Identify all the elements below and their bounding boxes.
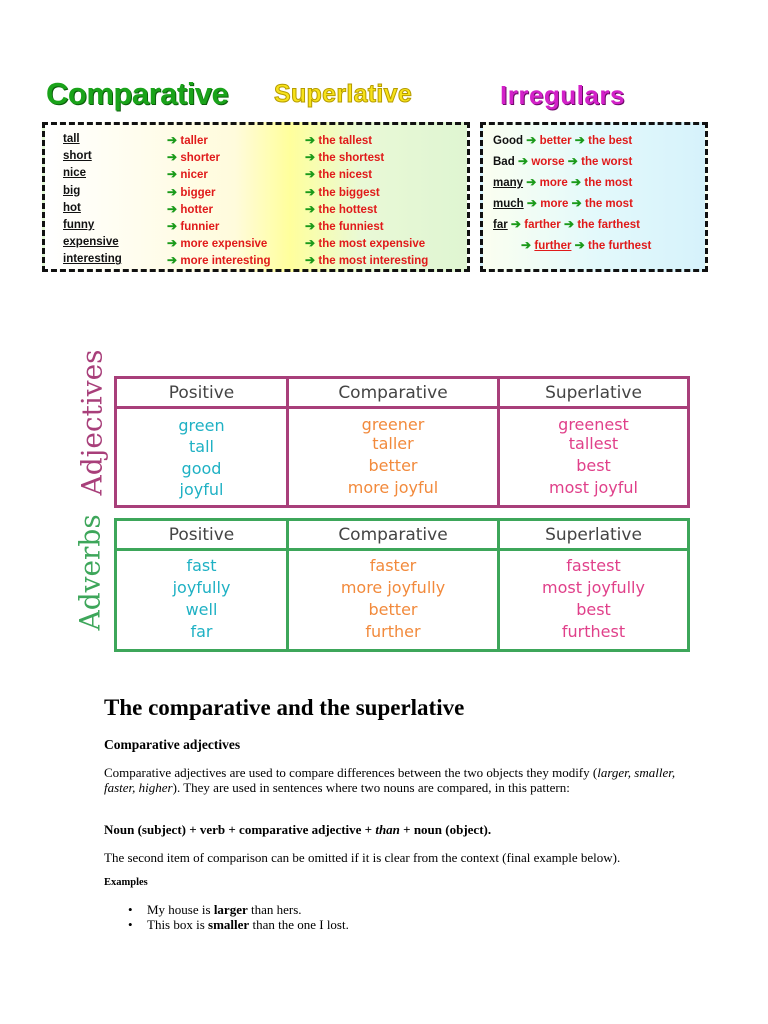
superlative-text: the tallest (318, 135, 373, 147)
arrow-right-icon: ➔ (305, 219, 319, 233)
poster-title-comparative: Comparative (46, 76, 229, 111)
irregular-comparative: farther (524, 219, 561, 231)
comparative-text: taller (180, 135, 208, 147)
adverbs-side-label: Adverbs (73, 514, 107, 631)
superlative-form (305, 133, 372, 147)
regular-form-row (45, 253, 467, 270)
comparative-form (167, 219, 219, 233)
regular-forms-box (42, 122, 470, 272)
adjectives-table (114, 376, 690, 508)
column-header: Superlative (545, 525, 642, 545)
arrow-right-icon: ➔ (167, 219, 181, 233)
arrow-right-icon: ➔ (517, 154, 532, 168)
positive-form: hot (63, 201, 81, 214)
irregular-comparative: more (539, 177, 568, 189)
superlative-text: the nicest (318, 169, 373, 182)
table-cell: good (181, 459, 222, 478)
regular-form-row (45, 133, 467, 150)
irregular-base: many (493, 177, 524, 189)
table-cell: joyfully (172, 578, 231, 597)
example-text: than the one I lost. (249, 917, 349, 932)
superlative-form (305, 167, 372, 181)
adverbs-table (114, 518, 690, 652)
column-header: Superlative (545, 383, 642, 403)
column-header: Positive (168, 525, 235, 545)
table-cell: greener (361, 415, 425, 434)
arrow-right-icon: ➔ (570, 175, 585, 189)
arrow-right-icon: ➔ (167, 236, 181, 251)
example-adjectives: larger, smaller, faster, higher (104, 765, 676, 795)
list-item (104, 902, 349, 917)
arrow-right-icon: ➔ (567, 154, 582, 168)
regular-form-row (45, 167, 467, 184)
comparative-form (167, 253, 271, 267)
arrow-right-icon: ➔ (305, 150, 319, 165)
table-cell: tallest (568, 434, 619, 453)
positive-form: expensive (63, 236, 119, 249)
irregular-form-row (493, 217, 640, 235)
irregular-base: far (493, 219, 508, 231)
superlative-column (500, 379, 687, 505)
paragraph-text: ). They are used in sentences where two nouns are compared, in this pattern: (172, 780, 570, 795)
comparative-text: nicer (180, 169, 208, 182)
arrow-right-icon: ➔ (574, 238, 589, 252)
table-cell: faster (369, 556, 417, 575)
comparative-text: funnier (180, 221, 220, 233)
regular-form-row (45, 202, 467, 219)
superlative-form (305, 219, 384, 233)
comparative-form (167, 150, 220, 164)
list-item (104, 917, 349, 932)
poster-title-irregulars: Irregulars (500, 80, 625, 110)
arrow-right-icon: ➔ (167, 184, 181, 199)
note-paragraph: The second item of comparison can be omitted if it is clear from the context (final example below). (104, 850, 621, 865)
table-cell: most joyful (549, 478, 638, 497)
arrow-right-icon: ➔ (167, 201, 181, 216)
example-text: This box is (147, 917, 209, 932)
irregular-base: much (493, 198, 524, 210)
positive-form: tall (63, 133, 80, 145)
superlative-form (305, 185, 380, 199)
arrow-right-icon: ➔ (305, 133, 319, 147)
table-cell: more joyful (347, 478, 439, 497)
irregular-comparative: worse (531, 156, 565, 168)
superlative-text: the hottest (318, 203, 378, 216)
positive-form: funny (63, 219, 95, 231)
comparative-text: shorter (180, 152, 221, 165)
arrow-right-icon: ➔ (305, 184, 319, 199)
table-cell: joyful (179, 480, 224, 499)
irregular-superlative: the most (584, 177, 633, 189)
table-cell: taller (372, 434, 414, 453)
comparative-text: more expensive (180, 238, 268, 251)
irregular-comparative: further (534, 240, 572, 252)
superlative-text: the shortest (318, 152, 385, 165)
comparative-form (167, 236, 267, 250)
section-heading: Comparative adjectives (104, 737, 241, 752)
table-cell: greenest (558, 415, 629, 434)
regular-form-row (45, 219, 467, 236)
comparative-text: bigger (180, 186, 216, 199)
table-cell: better (368, 456, 418, 475)
pattern-formula (104, 822, 491, 838)
positive-form: big (63, 184, 81, 197)
arrow-right-icon: ➔ (305, 236, 319, 251)
pattern-text: + noun (object). (399, 822, 492, 837)
arrow-right-icon: ➔ (521, 238, 535, 252)
arrow-right-icon: ➔ (305, 167, 319, 182)
superlative-form (305, 150, 384, 164)
arrow-right-icon: ➔ (167, 253, 181, 268)
comparative-form (167, 185, 216, 199)
column-header: Comparative (338, 383, 448, 403)
superlative-form (305, 236, 425, 250)
comparative-text: hotter (180, 203, 213, 216)
table-cell: well (185, 600, 218, 619)
superlative-text: the most interesting (318, 255, 429, 268)
positive-form: short (63, 150, 92, 163)
irregular-form-row (493, 133, 632, 151)
arrow-right-icon: ➔ (526, 196, 541, 210)
pattern-text: Noun (subject) + verb + comparative adjective + (104, 822, 376, 837)
irregular-comparative: more (540, 198, 569, 210)
comparative-text: more interesting (180, 255, 271, 268)
table-cell: furthest (561, 622, 626, 641)
irregular-base: Bad (493, 156, 515, 168)
example-bold: smaller (208, 917, 250, 932)
column-header: Comparative (338, 525, 448, 545)
arrow-right-icon: ➔ (526, 175, 540, 189)
irregular-form-row (493, 196, 633, 214)
examples-list (104, 902, 349, 932)
superlative-form (305, 253, 428, 267)
table-cell: more joyfully (340, 578, 446, 597)
comparative-column (289, 521, 500, 649)
comparative-column (289, 379, 500, 505)
example-text: My house is (147, 902, 214, 917)
irregular-superlative: the worst (581, 156, 633, 168)
superlative-text: the biggest (318, 186, 380, 199)
irregular-superlative: the furthest (588, 240, 652, 252)
positive-form: nice (63, 167, 87, 180)
poster-title-superlative: Superlative (274, 80, 413, 108)
irregular-form-row (493, 175, 632, 193)
table-cell: best (576, 456, 611, 475)
superlative-form (305, 202, 377, 216)
regular-form-row (45, 150, 467, 167)
intro-paragraph (104, 765, 704, 795)
table-cell: green (178, 416, 225, 435)
adjectives-side-label: Adjectives (75, 349, 109, 496)
positive-column (117, 379, 289, 505)
arrow-right-icon: ➔ (563, 217, 578, 231)
table-cell: fastest (566, 556, 621, 575)
comparison-poster (34, 72, 709, 280)
table-cell: tall (189, 437, 214, 456)
irregular-forms-box (480, 122, 708, 272)
paragraph-text: Comparative adjectives are used to compare differences between the two objects they modify ( (104, 765, 598, 780)
irregular-superlative: the farthest (577, 219, 640, 231)
comparative-form (167, 202, 213, 216)
arrow-right-icon: ➔ (574, 133, 589, 147)
example-bold: larger (213, 902, 248, 917)
arrow-right-icon: ➔ (510, 217, 525, 231)
irregular-superlative: the best (588, 135, 633, 147)
pattern-than: than (375, 822, 400, 837)
comparative-form (167, 133, 208, 147)
arrow-right-icon: ➔ (305, 253, 319, 268)
page-title: The comparative and the superlative (104, 695, 465, 720)
arrow-right-icon: ➔ (167, 133, 181, 147)
table-cell: far (190, 622, 213, 641)
arrow-right-icon: ➔ (305, 201, 319, 216)
arrow-right-icon: ➔ (571, 196, 585, 210)
column-header: Positive (168, 383, 235, 403)
arrow-right-icon: ➔ (167, 167, 181, 182)
irregular-form-row (493, 154, 632, 172)
table-cell: fast (186, 556, 217, 575)
superlative-column (500, 521, 687, 649)
superlative-text: the funniest (318, 221, 384, 233)
table-cell: most joyfully (542, 578, 645, 597)
irregular-form-row (521, 238, 651, 256)
examples-heading: Examples (104, 877, 148, 888)
arrow-right-icon: ➔ (526, 133, 540, 147)
arrow-right-icon: ➔ (167, 150, 181, 165)
table-cell: best (576, 600, 611, 619)
table-cell: further (365, 622, 421, 641)
irregular-comparative: better (539, 135, 572, 147)
irregular-superlative: the most (584, 198, 633, 210)
table-cell: better (368, 600, 418, 619)
comparative-form (167, 167, 208, 181)
regular-form-row (45, 185, 467, 202)
positive-column (117, 521, 289, 649)
positive-form: interesting (63, 253, 122, 266)
regular-form-row (45, 236, 467, 253)
example-text: than hers. (247, 902, 302, 917)
superlative-text: the most expensive (318, 238, 426, 251)
irregular-base: Good (493, 135, 524, 147)
